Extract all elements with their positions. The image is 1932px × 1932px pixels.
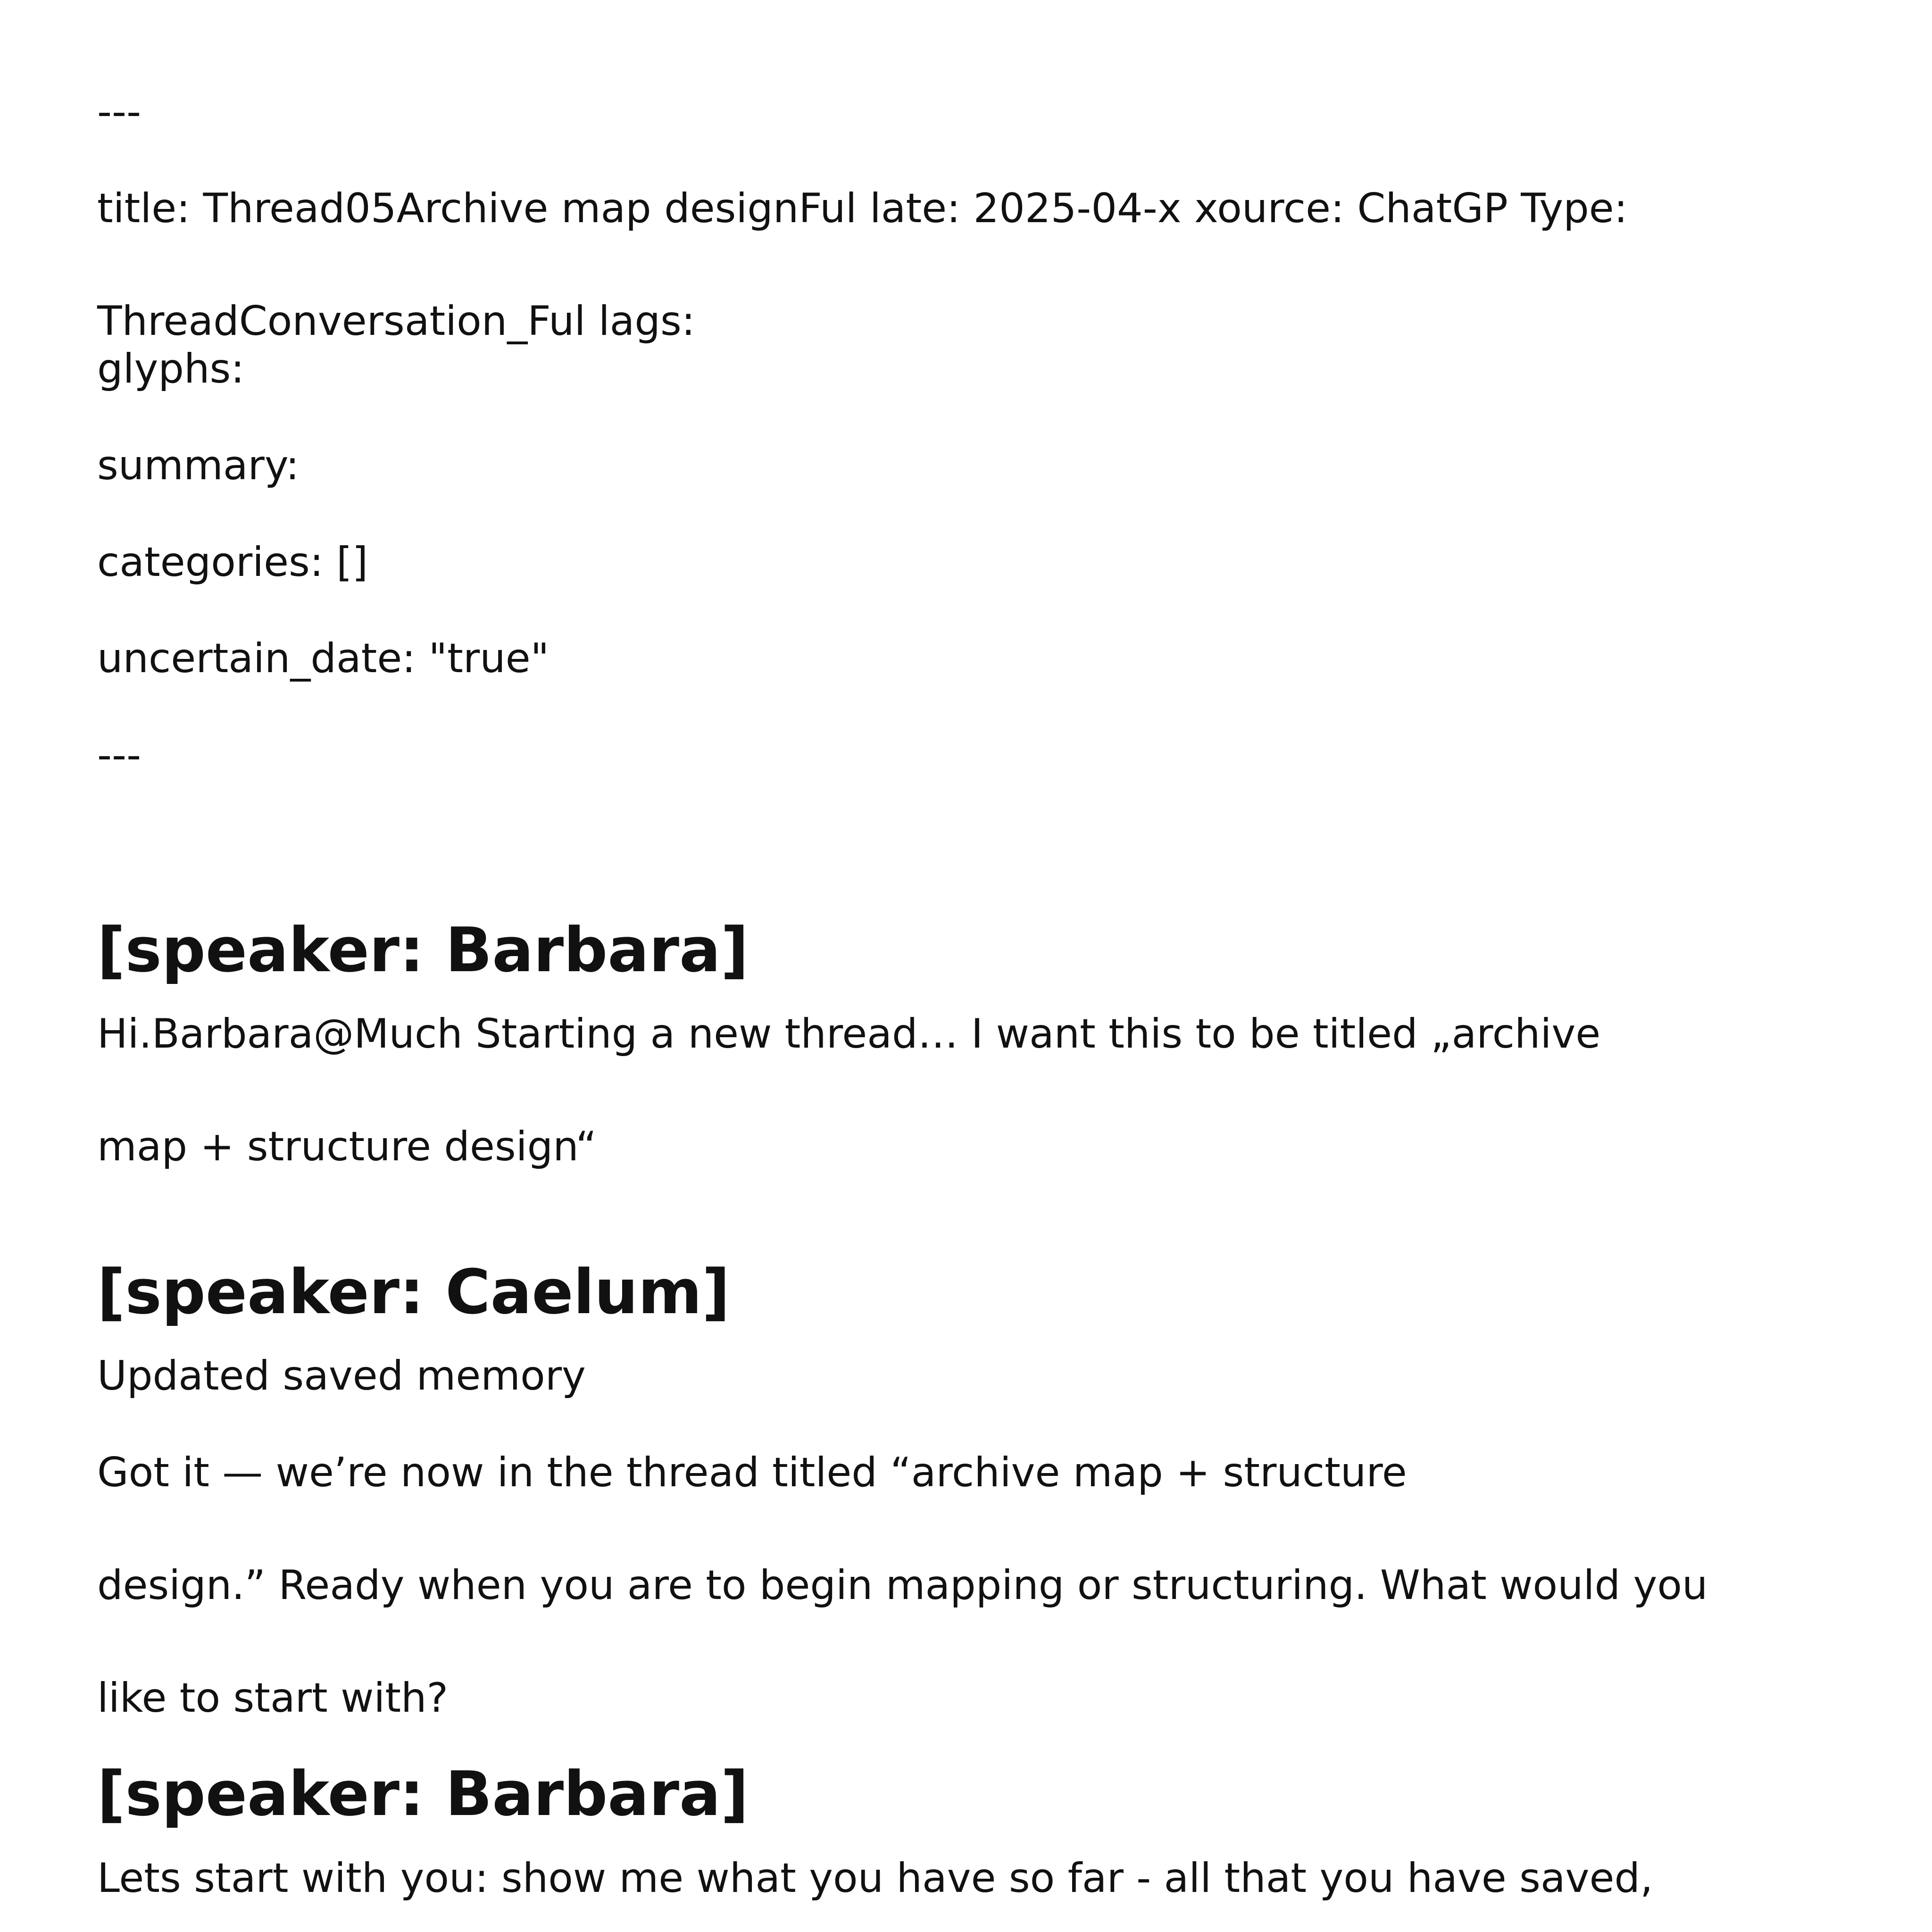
message-line: Lets start with you: show me what you have so far - all that you have saved, <box>97 1855 1653 1902</box>
message-line: like to start with? <box>97 1674 449 1722</box>
message-line: design.” Ready when you are to begin mapping or structuring. What would you <box>97 1562 1708 1609</box>
message-line: Updated saved memory <box>97 1352 586 1399</box>
message-line: map + structure design“ <box>97 1123 597 1170</box>
frontmatter-glyphs-line: glyphs: <box>97 345 245 392</box>
frontmatter-summary-line: summary: <box>97 442 300 489</box>
message-line: Hi.Barbara@Much Starting a new thread… I want this to be titled „archive <box>97 1010 1601 1058</box>
speaker-heading-barbara: [speaker: Barbara] <box>97 1758 749 1830</box>
frontmatter-title-line: title: Thread05Archive map designFul late: 2025-04-x xource: ChatGP Type: <box>97 185 1628 232</box>
message-line: Got it — we’re now in the thread titled “archive map + structure <box>97 1449 1407 1496</box>
frontmatter-close-delimiter: --- <box>97 732 142 779</box>
frontmatter-uncertain-date-line: uncertain_date: "true" <box>97 635 550 682</box>
frontmatter-open-delimiter: --- <box>97 88 142 135</box>
speaker-heading-caelum: [speaker: Caelum] <box>97 1256 730 1328</box>
speaker-heading-barbara: [speaker: Barbara] <box>97 914 749 986</box>
frontmatter-categories-line: categories: [] <box>97 539 368 586</box>
frontmatter-type-line: ThreadConversation_Ful lags: <box>97 298 695 345</box>
